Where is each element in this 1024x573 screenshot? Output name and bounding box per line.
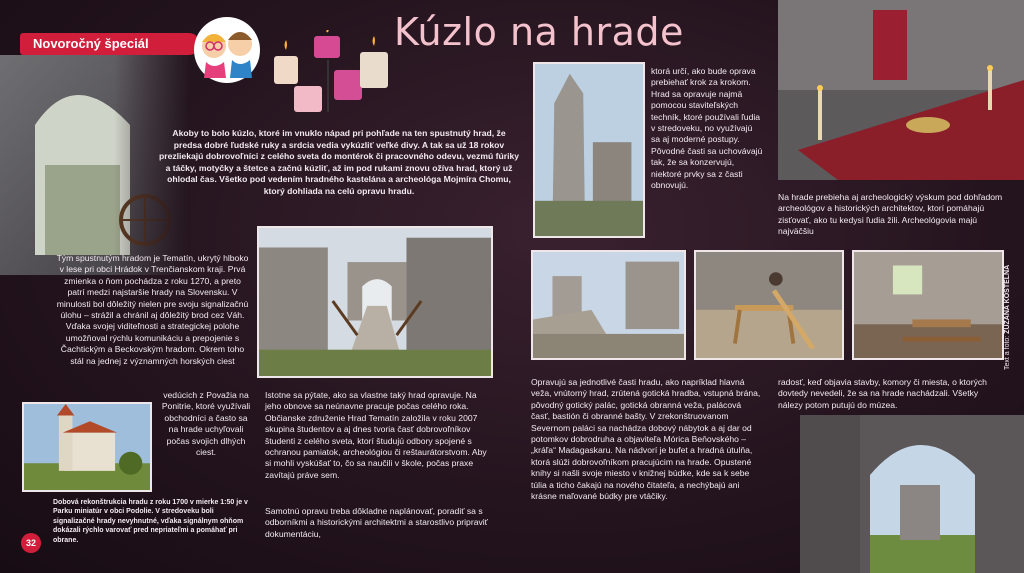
article-column-4: Opravujú sa jednotlivé časti hradu, ako napríklad hlavná veža, vnútorný hrad, zrútená gotická hradba, vstupná brána, pôvodný gotický palác, gotická obranná veža, palácová časť, bastión či obranné bašty. V zrekonštruovanom Severnom paláci sa nachádza dobový nábytok a aj dar od potomkov dobrodruha a objaviteľa Mórica Beňovského – „kráľa“ Madagaskaru. Na nádvorí je bufet a hradná útulňa, ktorá slúži dobrovoľníkom pracujúcim na hrade. Opustené knihy si našli svoje miesto v knižnej búdke, kde sa k sebe túlia a ticho čakajú na nového čitateľa, a nechýbajú ani krásne maľované búdky pre vtáčiky. [531,377,761,502]
photo-castle-miniature [22,402,152,492]
credit-label: Text a foto: [1004,333,1011,370]
credit-name: ZUZANA KOSTELNÁ [1004,264,1011,334]
photo-credit [1004,265,1011,370]
page-number: 32 [21,533,41,553]
photo-caption: Dobová rekonštrukcia hradu z roku 1700 v mierke 1:50 je v Parku miniatúr v obci Podolie. V stredoveku boli signalizačné hrady nevyhnutné, vďaka signálnym ohňom dokázali rýchlo varovať pred nepriateľmi a pomáhať pri obrane. [53,499,248,544]
article-column-1-wrap: vedúcich z Považia na Ponitrie, ktoré využívali obchodníci a často sa na hrade uchyľovali počas svojich dlhých ciest. [161,390,251,458]
article-column-2: Istotne sa pýtate, ako sa vlastne taký hrad opravuje. Na jeho obnove sa neúnavne pracuje počas celého roka. Občianske združenie Hrad Tematín založila v roku 2007 skupina študentov a aj dnes tvoria časť dobrovoľníkov študenti z celého sveta, ktorí študujú odbory spojené s ochranou pamiatok, archeológiou či reštaurátorstvom. Aby si mohli vyskúšať to, čo sa naučili v škole, počas praxe zavítajú práve sem. [265,390,487,480]
kids-mascot-icon [186,12,268,84]
article-column-5: Na hrade prebieha aj archeologický výskum pod dohľadom archeológov a historických architektov, ktorí pomáhajú zisťovať, ako tu kedysi ľudia žili. Archeológovia majú najväčšiu [778,192,1003,237]
article-column-3: ktorá určí, ako bude oprava prebiehať krok za krokom. Hrad sa opravuje najmä pomocou staviteľských techník, ktoré používali ľudia v stredoveku, no využívajú sa aj moderné postupy. Pôvodné časti sa uchovávajú tak, že sa konzervujú, niektoré prvky sa z časti obnovujú. [651,66,763,191]
photo-ruins-walls [531,250,686,360]
intro-paragraph: Akoby to bolo kúzlo, ktoré im vnuklo nápad pri pohľade na ten spustnutý hrad, že predsa dobré ľudské ruky a srdcia vedia vykúzliť veľké divy. A tak sa už 18 rokov prezliekajú dobrovoľníci z celého sveta do montérok či pracovného odevu, vezmú fúriky a táčky, motyčky a štetce a začnú kúzliť, až im pod rukami znovu ožíva hrad, ktorý už ohlodal čas. Všetko pod vedením hradného kastelána a archeológa Mojmíra Chomu, ktorý dohliada na celú opravu hradu. [158,128,520,196]
photo-furnished-room [852,250,1004,360]
photo-arch-ruins [800,415,1024,573]
section-badge: Novoročný špeciál [20,33,200,55]
photo-carpenter-work [694,250,844,360]
article-column-6: radosť, keď objavia stavby, komory či miesta, o ktorých dovtedy nevedeli, že sa na hrade nachádzali. Všetky nálezy potom putujú do múzea. [778,377,987,410]
candles-decoration-icon [268,30,394,112]
photo-castle-tower [533,62,645,238]
photo-castle-bridge [257,226,493,378]
article-column-2b: Samotnú opravu treba dôkladne naplánovať, poradiť sa s odborníkmi a historickými architektmi a starostlivo pripraviť dokumentáciu, [265,506,488,539]
photo-medieval-table [778,0,1024,180]
page-title: Kúzlo na hrade [394,10,684,54]
article-column-1: Tým spustnutým hradom je Tematín, ukrytý hlboko v lese pri obci Hrádok v Trenčianskom kraji. Prvá zmienka o ňom pochádza z roku 1270, a preto patrí medzi najstaršie hrady na Slovensku. V minulosti bol dôležitý nielen pre svoju signalizačnú úlohu – strážil a chránil aj dôležitý brod cez Váh. Vďaka svojej viditeľnosti a strategickej polohe umožňoval rýchlu komunikáciu a prepojenie s Čachtickým a Beckovským hradom. Okrem toho stál na jednej z významných horských ciest [56,253,249,366]
